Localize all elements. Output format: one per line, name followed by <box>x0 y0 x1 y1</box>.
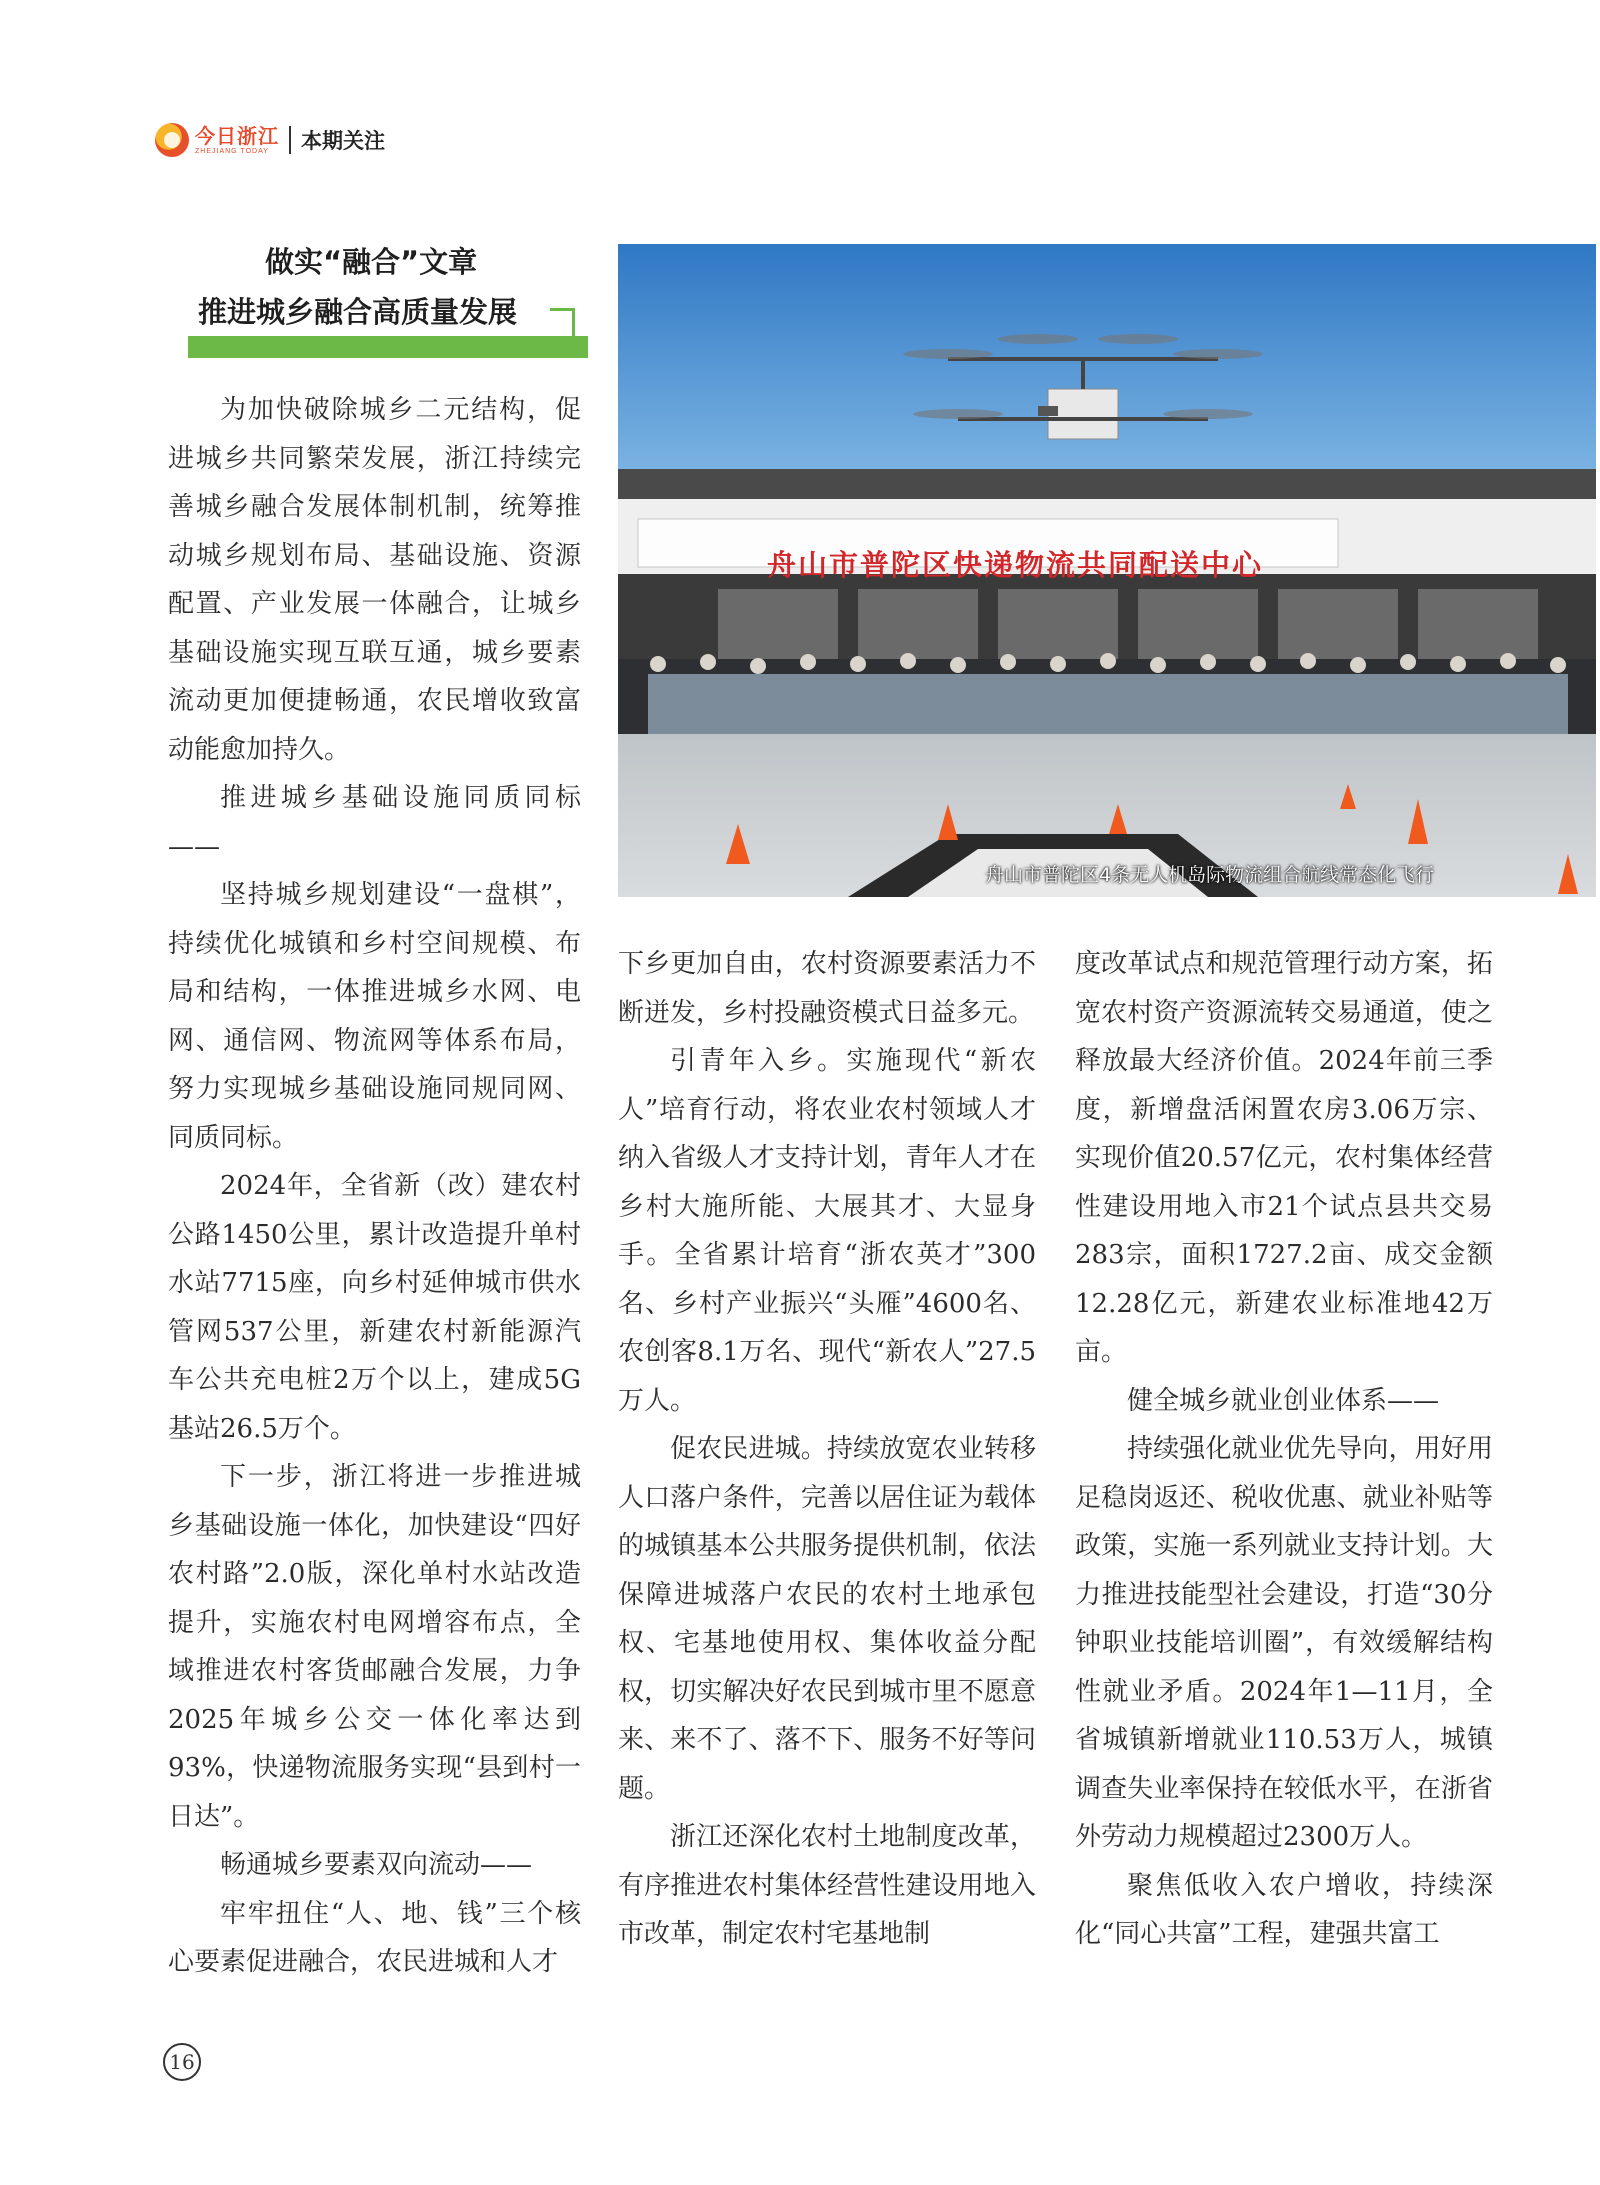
paragraph: 度改革试点和规范管理行动方案，拓宽农村资产资源流转交易通道，使之释放最大经济价值。2024年前三季度，新增盘活闲置农房3.06万宗、实现价值20.57亿元，农村集体经营性建设用地入市21个试点县共交易283宗，面积1727.2亩、成交金额12.28亿元，新建农业标准地42万亩。 <box>1075 949 1493 1367</box>
paragraph: 为加快破除城乡二元结构，促进城乡共同繁荣发展，浙江持续完善城乡融合发展体制机制，统筹推动城乡规划布局、基础设施、资源配置、产业发展一体融合，让城乡基础设施实现互联互通，城乡要素流动更加便捷畅通，农民增收致富动能愈加持久。 <box>168 395 581 765</box>
subheading: 推进城乡基础设施同质同标—— <box>168 783 581 862</box>
paragraph: 坚持城乡规划建设“一盘棋”，持续优化城镇和乡村空间规模、布局和结构，一体推进城乡水网、电网、通信网、物流网等体系布局，努力实现城乡基础设施同规同网、同质同标。 <box>168 880 581 1153</box>
subheading: 畅通城乡要素双向流动—— <box>220 1850 533 1880</box>
paragraph: 浙江还深化农村土地制度改革，有序推进农村集体经营性建设用地入市改革，制定农村宅基地制 <box>618 1822 1036 1949</box>
article-title-block <box>170 232 585 370</box>
title-line-1: 做实“融合”文章 <box>265 245 478 279</box>
paragraph: 聚焦低收入农户增收，持续深化“同心共富”工程，建强共富工 <box>1075 1870 1493 1949</box>
logo-title: 今日浙江 <box>195 123 279 148</box>
magazine-logo <box>155 123 279 157</box>
page-number: 16 <box>163 2043 201 2081</box>
paragraph: 持续强化就业优先导向，用好用足稳岗返还、税收优惠、就业补贴等政策，实施一系列就业支持计划。大力推进技能型社会建设，打造“30分钟职业技能培训圈”，有效缓解结构性就业矛盾。2024年1—11月，全省城镇新增就业110.53万人，城镇调查失业率保持在较低水平，在浙省外劳动力规模超过2300万人。 <box>1075 1434 1493 1852</box>
photo-caption: 舟山市普陀区4条无人机岛际物流组合航线常态化飞行 <box>985 864 1435 886</box>
text-column-3 <box>1075 940 1493 1959</box>
paragraph: 牢牢扭住“人、地、钱”三个核心要素促进融合，农民进城和人才 <box>168 1898 581 1977</box>
paragraph: 2024年，全省新（改）建农村公路1450公里，累计改造提升单村水站7715座，向乡村延伸城市供水管网537公里，新建农村新能源汽车公共充电桩2万个以上，建成5G基站26.5万个。 <box>168 1171 581 1444</box>
section-label: 本期关注 <box>301 129 385 153</box>
logo-subtitle: ZHEJIANG TODAY <box>195 147 269 155</box>
logo-icon <box>155 123 189 157</box>
title-accent-corner <box>550 308 575 345</box>
paragraph: 下乡更加自由，农村资源要素活力不断迸发，乡村投融资模式日益多元。 <box>618 949 1036 1028</box>
paragraph: 下一步，浙江将进一步推进城乡基础设施一体化，加快建设“四好农村路”2.0版，深化单村水站改造提升，实施农村电网增容布点，全域推进农村客货邮融合发展，力争2025年城乡公交一体化率达到93%，快递物流服务实现“县到村一日达”。 <box>168 1462 581 1832</box>
header-divider <box>289 126 291 154</box>
building-sign: 舟山市普陀区快递物流共同配送中心 <box>766 548 1263 582</box>
paragraph: 引青年入乡。实施现代“新农人”培育行动，将农业农村领域人才纳入省级人才支持计划，青年人才在乡村大施所能、大展其才、大显身手。全省累计培育“浙农英才”300名、乡村产业振兴“头雁”4600名、农创客8.1万名、现代“新农人”27.5万人。 <box>618 1046 1036 1416</box>
subheading: 健全城乡就业创业体系—— <box>1127 1385 1440 1416</box>
text-column-1 <box>168 386 581 1987</box>
magazine-header <box>155 118 385 162</box>
paragraph: 促农民进城。持续放宽农业转移人口落户条件，完善以居住证为载体的城镇基本公共服务提供机制，依法保障进城落户农民的农村土地承包权、宅基地使用权、集体收益分配权，切实解决好农民到城市里不愿意来、来不了、落不下、服务不好等问题。 <box>618 1434 1036 1804</box>
title-line-2: 推进城乡融合高质量发展 <box>198 295 518 329</box>
title-accent-bar <box>188 336 588 358</box>
text-column-2 <box>618 940 1036 1959</box>
